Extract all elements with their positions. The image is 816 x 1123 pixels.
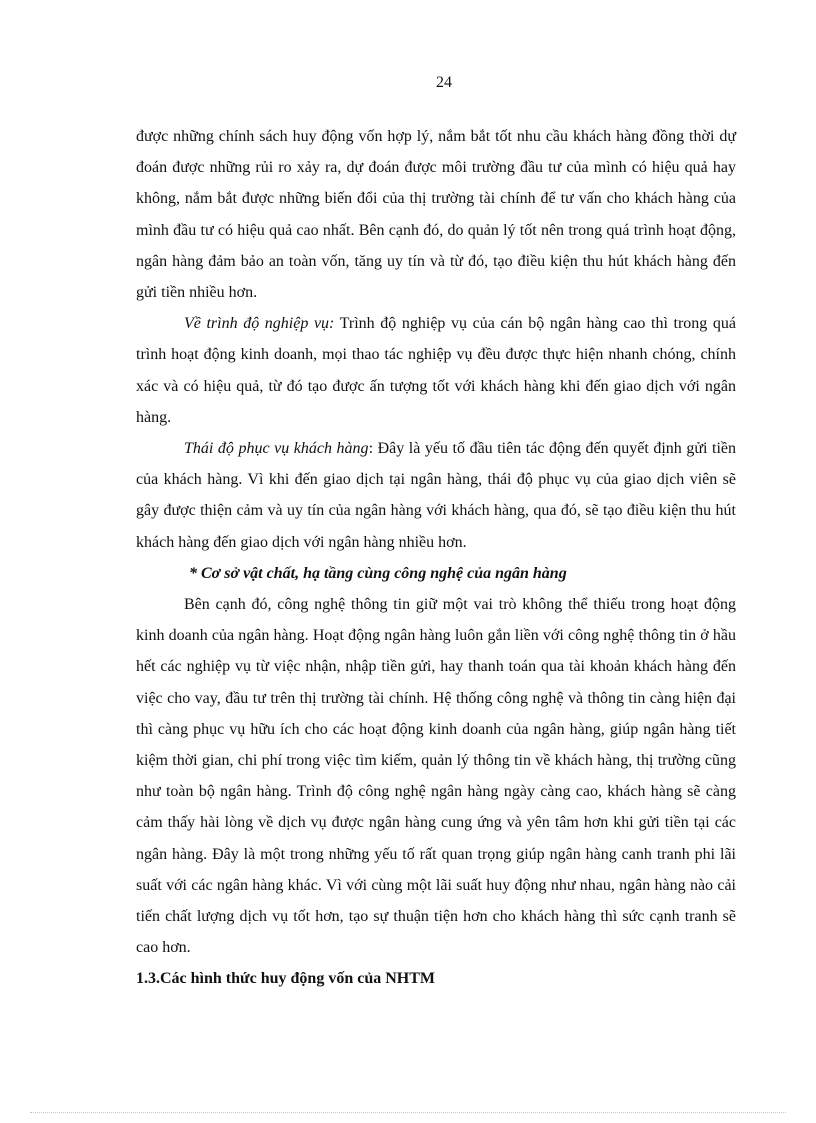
paragraph-3: [136, 433, 736, 558]
paragraph-3-text: : Đây là yếu tố đầu tiên tác động đến quyết định gửi tiền của khách hàng. Vì khi đến giao dịch tại ngân hàng, thái độ phục vụ của giao dịch viên sẽ gây được thiện cảm và uy tín của ngân hàng với khách hàng, qua đó, sẽ tạo điều kiện thu hút khách hàng đến giao dịch với ngân hàng nhiều hơn.: [136, 440, 737, 551]
page-bottom-divider: [30, 1112, 786, 1113]
section-subheading: * Cơ sở vật chất, hạ tầng cùng công nghệ của ngân hàng: [189, 564, 567, 582]
page-number: 24: [436, 74, 452, 91]
paragraph-2: [136, 308, 736, 433]
section-heading: 1.3.Các hình thức huy động vốn của NHTM: [136, 970, 435, 988]
paragraph-1: được những chính sách huy động vốn hợp lý, nắm bắt tốt nhu cầu khách hàng đồng thời dự đoán được những rủi ro xảy ra, dự đoán được môi trường đầu tư của mình có hiệu quả hay không, nắm bắt được những biến đổi của thị trường tài chính để tư vấn cho khách hàng của mình đầu tư có hiệu quả cao nhất. Bên cạnh đó, do quản lý tốt nên trong quá trình hoạt động, ngân hàng đảm bảo an toàn vốn, tăng uy tín và từ đó, tạo điều kiện thu hút khách hàng đến gửi tiền nhiều hơn.: [136, 128, 736, 302]
document-body: [136, 121, 736, 995]
paragraph-2-text: Trình độ nghiệp vụ của cán bộ ngân hàng cao thì trong quá trình hoạt động kinh doanh, mọi thao tác nghiệp vụ đều được thực hiện nhanh chóng, chính xác và có hiệu quả, từ đó tạo được ấn tượng tốt với khách hàng khi đến giao dịch với ngân hàng.: [136, 315, 736, 426]
paragraph-3-label: Thái độ phục vụ khách hàng: [184, 440, 369, 458]
paragraph-4: Bên cạnh đó, công nghệ thông tin giữ một vai trò không thể thiếu trong hoạt động kinh doanh của ngân hàng. Hoạt động ngân hàng luôn gắn liền với công nghệ thông tin ở hầu hết các nghiệp vụ từ việc nhận, nhập tiền gửi, hay thanh toán qua tài khoản khách hàng đến việc cho vay, đầu tư trên thị trường tài chính. Hệ thống công nghệ và thông tin càng hiện đại thì càng phục vụ hữu ích cho các hoạt động kinh doanh của ngân hàng, giúp ngân hàng tiết kiệm thời gian, chi phí trong việc tìm kiếm, quản lý thông tin về khách hàng, thị trường cũng như toàn bộ ngân hàng. Trình độ công nghệ ngân hàng ngày càng cao, khách hàng sẽ càng cảm thấy hài lòng về dịch vụ được ngân hàng cung ứng và yên tâm hơn khi gửi tiền tại các ngân hàng. Đây là một trong những yếu tố rất quan trọng giúp ngân hàng canh tranh phi lãi suất với các ngân hàng khác. Vì với cùng một lãi suất huy động như nhau, ngân hàng nào cải tiến chất lượng dịch vụ tốt hơn, tạo sự thuận tiện hơn cho khách hàng thì sức cạnh tranh sẽ cao hơn.: [136, 596, 736, 957]
paragraph-2-label: Về trình độ nghiệp vụ:: [184, 315, 335, 333]
